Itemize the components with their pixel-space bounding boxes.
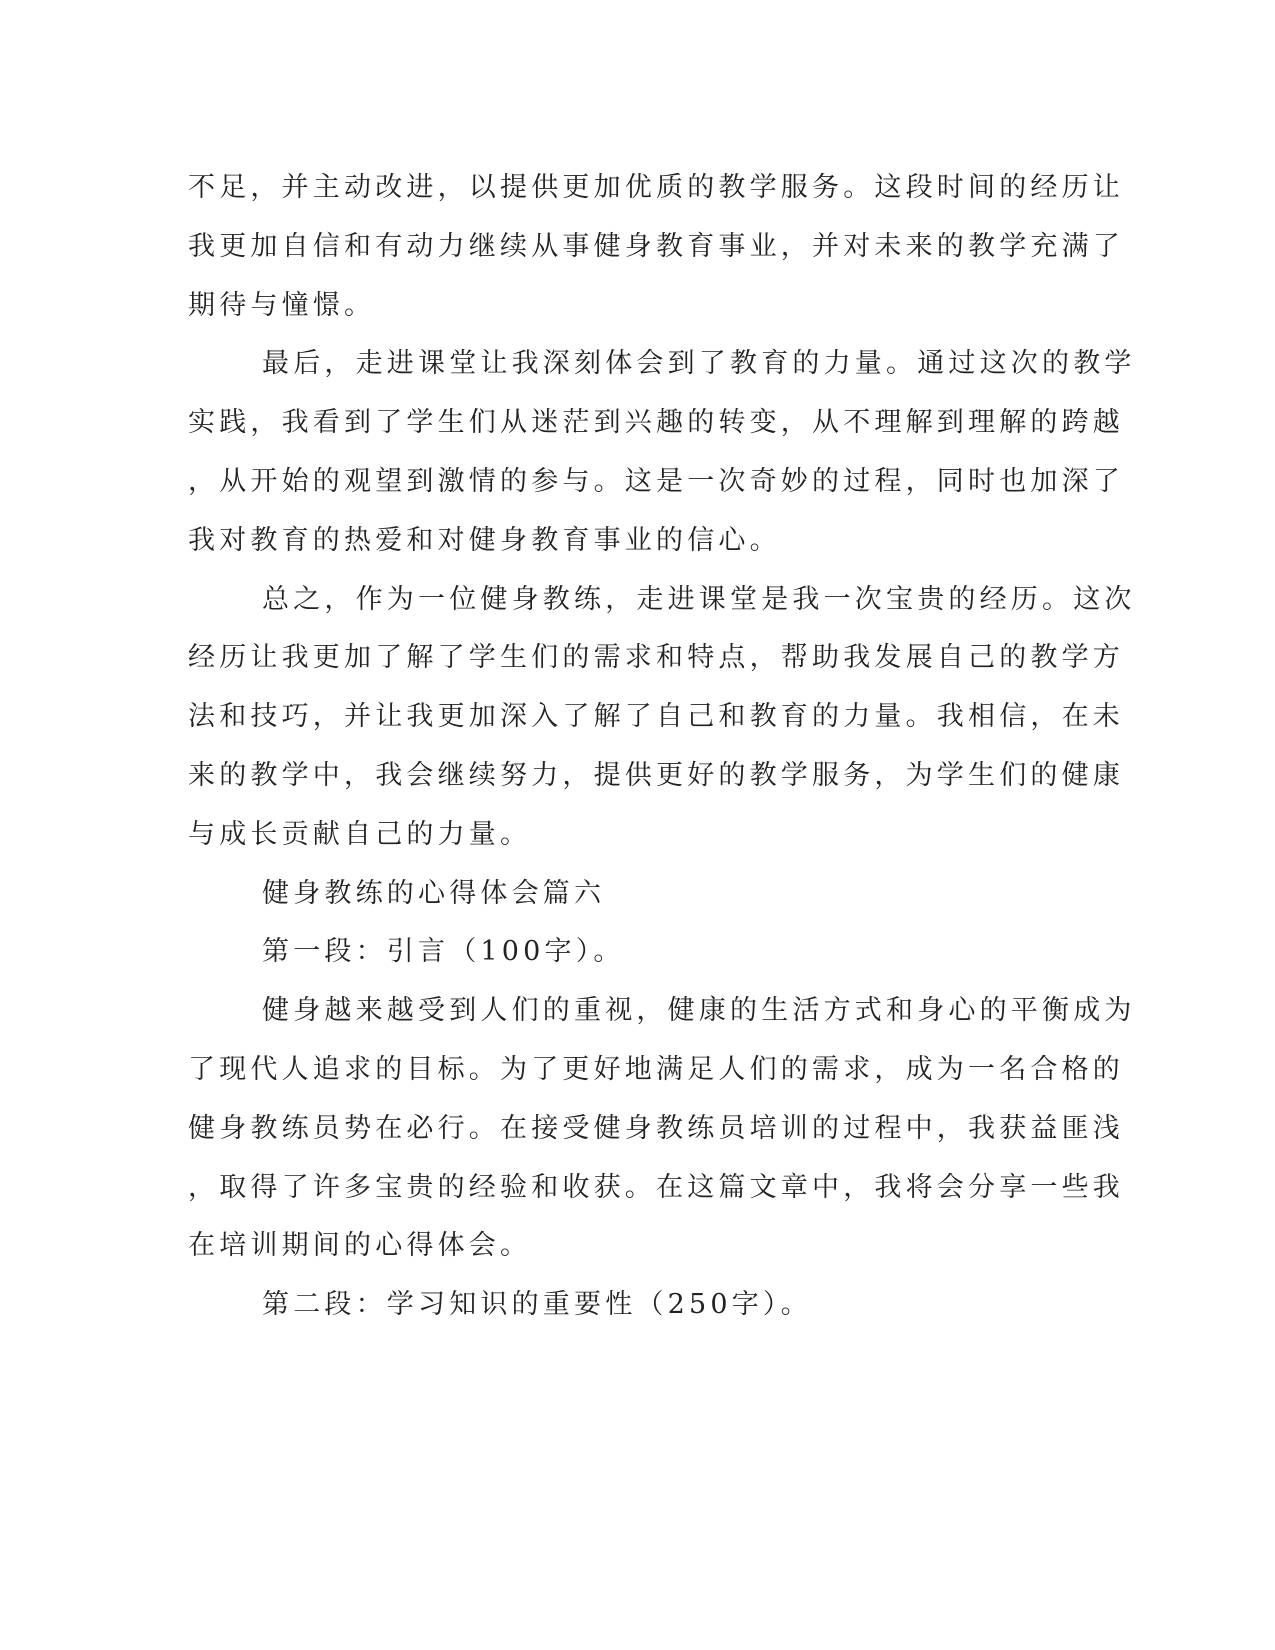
text-line: 我更加自信和有动力继续从事健身教育事业，并对未来的教学充满了 xyxy=(188,231,1124,262)
text-line: 最后，走进课堂让我深刻体会到了教育的力量。通过这次的教学 xyxy=(262,348,1136,379)
text-line: 与成长贡献自己的力量。 xyxy=(188,819,532,850)
text-line: 总之，作为一位健身教练，走进课堂是我一次宝贵的经历。这次 xyxy=(262,584,1136,615)
text-line: 经历让我更加了解了学生们的需求和特点，帮助我发展自己的教学方 xyxy=(188,642,1124,673)
text-line: 了现代人追求的目标。为了更好地满足人们的需求，成为一名合格的 xyxy=(188,1054,1124,1085)
section-heading: 健身教练的心得体会篇六 xyxy=(262,878,606,909)
text-line: 期待与憧憬。 xyxy=(188,290,376,321)
paragraph-heading: 第一段：引言（100字）。 xyxy=(262,936,625,967)
paragraph-heading: 第二段：学习知识的重要性（250字）。 xyxy=(262,1289,812,1320)
text-line: 健身教练员势在必行。在接受健身教练员培训的过程中，我获益匪浅 xyxy=(188,1113,1124,1144)
text-line: 在培训期间的心得体会。 xyxy=(188,1230,532,1261)
text-line: 来的教学中，我会继续努力，提供更好的教学服务，为学生们的健康 xyxy=(188,760,1124,791)
text-line: ，取得了许多宝贵的经验和收获。在这篇文章中，我将会分享一些我 xyxy=(188,1172,1124,1203)
text-line: ，从开始的观望到激情的参与。这是一次奇妙的过程，同时也加深了 xyxy=(188,466,1124,497)
text-line: 法和技巧，并让我更加深入了解了自己和教育的力量。我相信，在未 xyxy=(188,701,1124,732)
text-line: 健身越来越受到人们的重视，健康的生活方式和身心的平衡成为 xyxy=(262,995,1136,1026)
text-line: 实践，我看到了学生们从迷茫到兴趣的转变，从不理解到理解的跨越 xyxy=(188,407,1124,438)
text-line: 我对教育的热爱和对健身教育事业的信心。 xyxy=(188,525,781,556)
text-line: 不足，并主动改进，以提供更加优质的教学服务。这段时间的经历让 xyxy=(188,172,1124,203)
